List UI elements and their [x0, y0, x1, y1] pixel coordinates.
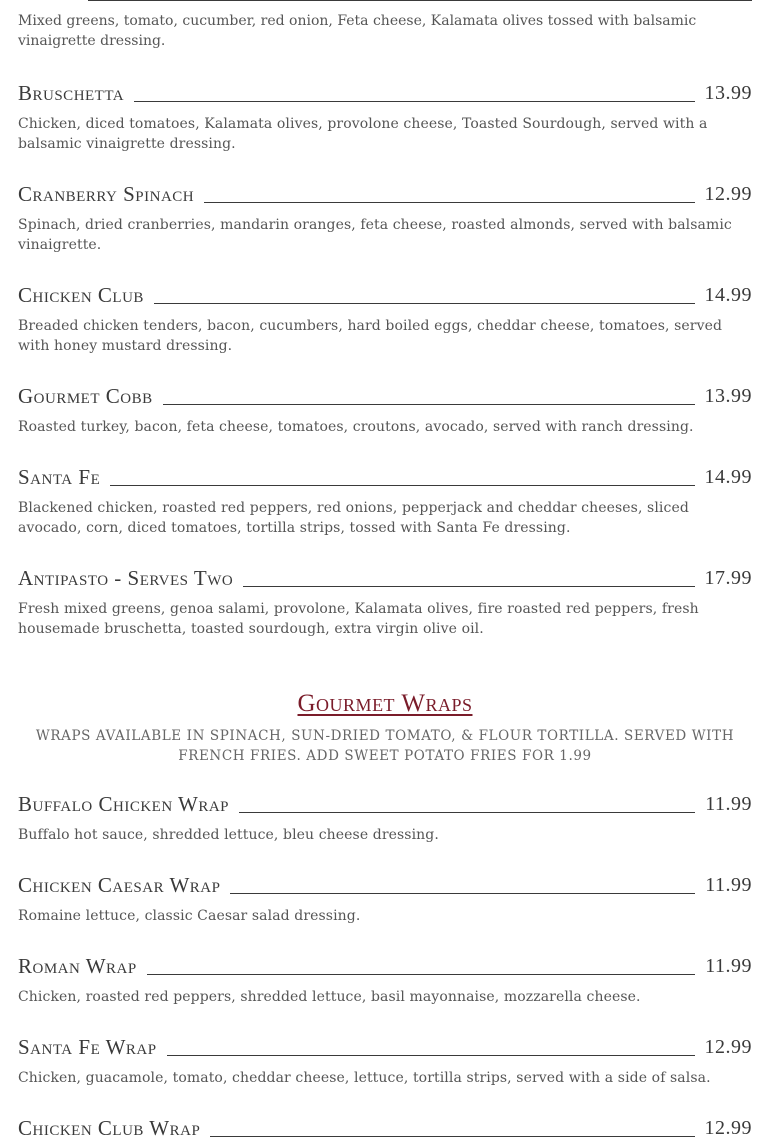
item-price: 11.99 — [705, 874, 752, 896]
leader-line — [163, 404, 695, 405]
leader-line — [147, 974, 696, 975]
item-description: Breaded chicken tenders, bacon, cucumbers, hard boiled eggs, cheddar cheese, tomatoes, served with honey mustard dressing. — [18, 318, 723, 354]
item-name: Santa Fe — [18, 465, 101, 489]
leader-line — [210, 1136, 694, 1137]
item-name: Chicken Caesar Wrap — [18, 873, 221, 897]
item-description: Roasted turkey, bacon, feta cheese, tomatoes, croutons, avocado, served with ranch dressing. — [18, 419, 694, 435]
menu-item-cranberry-spinach — [18, 179, 752, 255]
item-name: Chicken Club — [18, 283, 144, 307]
item-price: 11.99 — [705, 793, 752, 815]
item-name: Chicken Club Wrap — [18, 1116, 201, 1140]
leader-line — [134, 101, 694, 102]
item-description: Chicken, diced tomatoes, Kalamata olives, provolone cheese, Toasted Sourdough, served with a balsamic vinaigrette dressing. — [18, 116, 708, 152]
item-name: Antipasto - Serves Two — [18, 566, 234, 590]
item-description: Romaine lettuce, classic Caesar salad dressing. — [18, 908, 361, 924]
item-price: 12.99 — [704, 183, 752, 205]
item-name: Santa Fe Wrap — [18, 1035, 157, 1059]
section-subtitle: WRAPS AVAILABLE IN SPINACH, SUN-DRIED TOMATO, & FLOUR TORTILLA. SERVED WITH FRENCH FRIES. ADD SWEET POTATO FRIES FOR 1.99 — [35, 728, 735, 764]
menu-item-roman-wrap — [18, 951, 752, 1007]
item-name: Buffalo Chicken Wrap — [18, 792, 230, 816]
item-description: Chicken, guacamole, tomato, cheddar cheese, lettuce, tortilla strips, served with a side of salsa. — [18, 1070, 711, 1086]
item-price: 13.99 — [704, 82, 752, 104]
leader-line — [204, 202, 694, 203]
section-title: Gourmet Wraps — [297, 690, 473, 717]
menu-item-santa-fe — [18, 462, 752, 538]
menu-item-chicken-caesar-wrap — [18, 870, 752, 926]
leader-line — [154, 303, 695, 304]
item-name: Gourmet Cobb — [18, 384, 153, 408]
item-description: Mixed greens, tomato, cucumber, red onion, Feta cheese, Kalamata olives tossed with balsamic vinaigrette dressing. — [18, 13, 697, 49]
leader-line — [239, 812, 695, 813]
item-price: 12.99 — [704, 1036, 752, 1058]
item-price: 17.99 — [704, 567, 752, 589]
menu-item-santa-fe-wrap — [18, 1032, 752, 1088]
leader-line — [88, 0, 752, 2]
item-description: Chicken, roasted red peppers, shredded lettuce, basil mayonnaise, mozzarella cheese. — [18, 989, 641, 1005]
menu-item-bruschetta — [18, 78, 752, 154]
item-description: Spinach, dried cranberries, mandarin oranges, feta cheese, roasted almonds, served with balsamic vinaigrette. — [18, 217, 732, 253]
item-price: 11.99 — [705, 955, 752, 977]
item-description: Blackened chicken, roasted red peppers, red onions, pepperjack and cheddar cheeses, sliced avocado, corn, diced tomatoes, tortilla strips, tossed with Santa Fe dressing. — [18, 500, 689, 536]
menu-item-chicken-club-wrap — [18, 1113, 752, 1139]
leader-line — [243, 586, 694, 587]
leader-line — [167, 1055, 695, 1056]
item-price: 13.99 — [704, 385, 752, 407]
item-name: Roman Wrap — [18, 954, 137, 978]
leader-line — [110, 485, 694, 486]
item-name: Bruschetta — [18, 81, 125, 105]
leader-line — [230, 893, 695, 894]
menu-item-gourmet-cobb — [18, 381, 752, 437]
item-price: 14.99 — [704, 284, 752, 306]
menu-item-chicken-club — [18, 280, 752, 356]
item-price: 14.99 — [704, 466, 752, 488]
item-description: Fresh mixed greens, genoa salami, provolone, Kalamata olives, fire roasted red peppers, fresh housemade bruschetta, toasted sourdough, extra virgin olive oil. — [18, 601, 699, 637]
item-description: Buffalo hot sauce, shredded lettuce, bleu cheese dressing. — [18, 827, 439, 843]
item-price: 12.99 — [704, 1117, 752, 1139]
menu-item-antipasto — [18, 563, 752, 639]
menu-item-buffalo-chicken-wrap — [18, 789, 752, 845]
item-name: Cranberry Spinach — [18, 182, 195, 206]
